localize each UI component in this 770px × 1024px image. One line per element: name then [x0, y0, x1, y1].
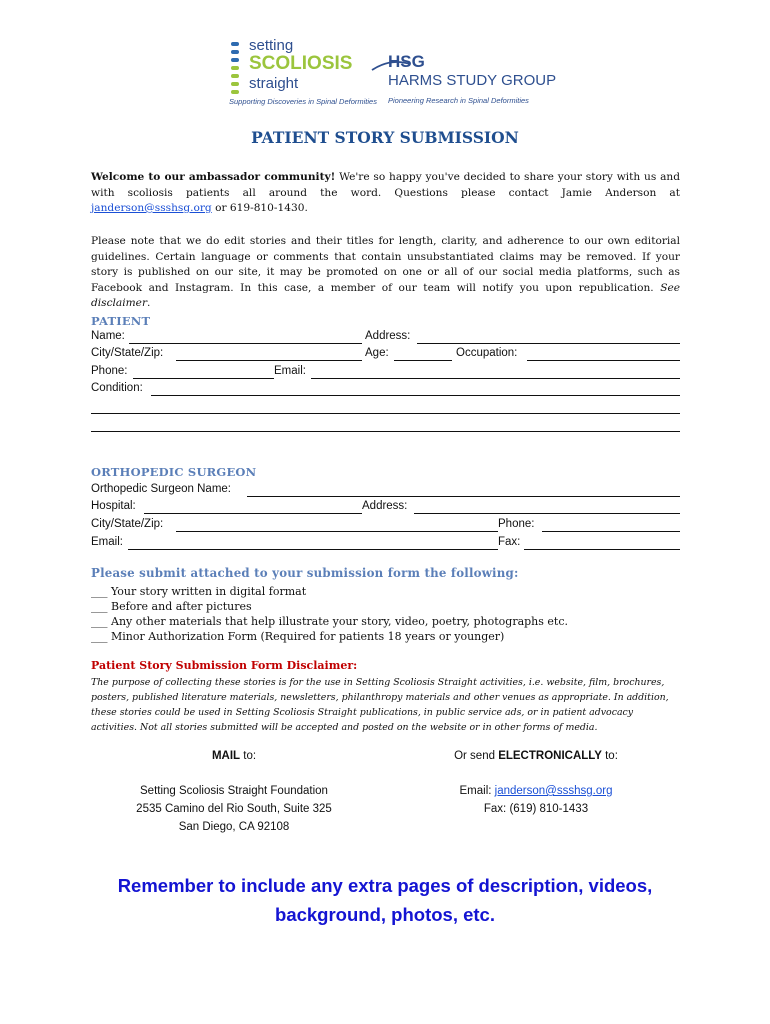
setting-scoliosis-straight-logo	[229, 37, 389, 110]
reminder-text	[0, 871, 770, 929]
surgeon-address-field[interactable]	[414, 513, 680, 514]
surgeon-phone-field[interactable]	[542, 531, 680, 532]
logo-straight-text: straight	[249, 75, 299, 92]
surgeon-fax-field[interactable]	[524, 549, 680, 550]
patient-row-phone-email	[91, 365, 680, 381]
surgeon-email-field[interactable]	[128, 549, 498, 550]
mail-heading-rest: to:	[240, 750, 257, 762]
patient-heading: PATIENT	[91, 314, 151, 328]
mail-column	[104, 747, 364, 836]
patient-email-field[interactable]	[311, 378, 680, 379]
see-disclaimer: See disclaimer	[91, 281, 680, 309]
editorial-note-paragraph	[91, 234, 680, 312]
mail-address-line-3: San Diego, CA 92108	[178, 821, 290, 833]
surgeon-phone-label: Phone:	[498, 518, 535, 530]
attachment-item-story[interactable]: ___ Your story written in digital format	[91, 585, 307, 598]
mail-heading-bold: MAIL	[211, 750, 241, 762]
patient-occupation-label: Occupation:	[456, 347, 518, 359]
disclaimer-heading: Patient Story Submission Form Disclaimer:	[91, 659, 358, 672]
note-text: Please note that we do edit stories and their titles for length, clarity, and adherence to our own editorial guidelines. Certain language or comments that contain unsubstantiated claims may be removed. If your story is published on our site, it may be promoted on one or all of our social media platforms, such as Facebook and Instagram. In this case, a member of our team will notify you upon republication.	[91, 235, 680, 294]
mail-heading	[104, 747, 364, 765]
electronic-fax: Fax: (619) 810-1433	[483, 803, 589, 815]
electronic-column	[406, 747, 666, 818]
intro-phone: or 619-810-1430.	[211, 202, 308, 214]
logo-hsg-abbr: HSG	[388, 52, 425, 71]
patient-row-name-address	[91, 330, 680, 346]
surgeon-row-city-phone	[91, 518, 680, 534]
logo-hsg-tagline: Pioneering Research in Spinal Deformities	[388, 96, 529, 105]
attachments-heading: Please submit attached to your submission form the following:	[91, 566, 519, 580]
surgeon-heading: ORTHOPEDIC SURGEON	[91, 465, 257, 479]
patient-occupation-field[interactable]	[527, 360, 680, 361]
note-end: .	[147, 297, 151, 309]
contact-email-link[interactable]: janderson@ssshsg.org	[91, 202, 212, 214]
surgeon-row-name	[91, 483, 680, 499]
disclaimer-body: The purpose of collecting these stories is for the use in Setting Scoliosis Straight activities, i.e. website, film, brochures, posters, published literature materials, newsletters, philanthropy materials and other venues as appropriate. In addition, these stories could be used in Setting Scoliosis Straight publications, in public service ads, or in patient advocacy activities. Not all stories submitted will be accepted and posted on the website or in other forms of media.	[91, 677, 669, 733]
surgeon-name-label: Orthopedic Surgeon Name:	[91, 483, 231, 495]
page-title: PATIENT STORY SUBMISSION	[251, 128, 519, 147]
intro-welcome: Welcome to our ambassador community!	[91, 171, 336, 183]
harms-study-group-logo	[370, 52, 557, 110]
surgeon-row-hospital-address	[91, 500, 680, 516]
logo-hsg-name: HARMS STUDY GROUP	[388, 72, 557, 89]
intro-paragraph	[91, 170, 680, 217]
intro-text: We're so happy you've decided to share your story with us and with scoliosis patients all around the word. Questions please contact Jamie Anderson at	[91, 171, 680, 199]
patient-age-label: Age:	[365, 347, 389, 359]
patient-address-label: Address:	[365, 330, 411, 342]
attachment-item-pictures[interactable]: ___ Before and after pictures	[91, 600, 252, 613]
patient-phone-label: Phone:	[91, 365, 128, 377]
patient-age-field[interactable]	[394, 360, 452, 361]
attachment-item-materials[interactable]: ___ Any other materials that help illustrate your story, video, poetry, photographs etc.	[91, 615, 568, 628]
patient-row-city-age-occupation	[91, 347, 680, 363]
patient-condition-line-3[interactable]	[91, 431, 680, 432]
patient-condition-field[interactable]	[151, 395, 680, 396]
reminder-line-2: background, photos, etc.	[275, 904, 495, 925]
reminder-line-1: Remember to include any extra pages of description, videos,	[117, 875, 653, 896]
patient-name-field[interactable]	[129, 343, 362, 344]
patient-email-label: Email:	[274, 365, 306, 377]
surgeon-address-label: Address:	[362, 500, 408, 512]
surgeon-city-field[interactable]	[176, 531, 498, 532]
patient-city-label: City/State/Zip:	[91, 347, 164, 359]
surgeon-fax-label: Fax:	[498, 536, 521, 548]
surgeon-email-label: Email:	[91, 536, 123, 548]
electronic-email-label: Email:	[459, 785, 495, 797]
mail-address-line-2: 2535 Camino del Rio South, Suite 325	[136, 803, 332, 815]
logo-setting-text: setting	[249, 37, 294, 54]
patient-phone-field[interactable]	[133, 378, 274, 379]
surgeon-hospital-label: Hospital:	[91, 500, 136, 512]
patient-city-field[interactable]	[176, 360, 362, 361]
electronic-email-line	[406, 782, 666, 800]
electronic-heading-post: to:	[601, 750, 618, 762]
surgeon-city-label: City/State/Zip:	[91, 518, 164, 530]
patient-condition-line-2[interactable]	[91, 413, 680, 414]
attachment-item-minor-form[interactable]: ___ Minor Authorization Form (Required for patients 18 years or younger)	[91, 630, 505, 643]
patient-address-field[interactable]	[417, 343, 680, 344]
electronic-heading-bold: ELECTRONICALLY	[498, 750, 602, 762]
surgeon-name-field[interactable]	[247, 496, 680, 497]
logo-sss-tagline: Supporting Discoveries in Spinal Deformities	[229, 97, 377, 106]
logo-scoliosis-text: SCOLIOSIS	[249, 53, 353, 74]
patient-row-condition	[91, 382, 680, 398]
patient-condition-label: Condition:	[91, 382, 143, 394]
surgeon-hospital-field[interactable]	[144, 513, 362, 514]
electronic-heading-pre: Or send	[454, 750, 499, 762]
electronic-heading	[406, 747, 666, 765]
mail-address-line-1: Setting Scoliosis Straight Foundation	[140, 785, 328, 797]
surgeon-row-email-fax	[91, 536, 680, 552]
electronic-email-link[interactable]: janderson@ssshsg.org	[494, 785, 613, 797]
patient-name-label: Name:	[91, 330, 125, 342]
